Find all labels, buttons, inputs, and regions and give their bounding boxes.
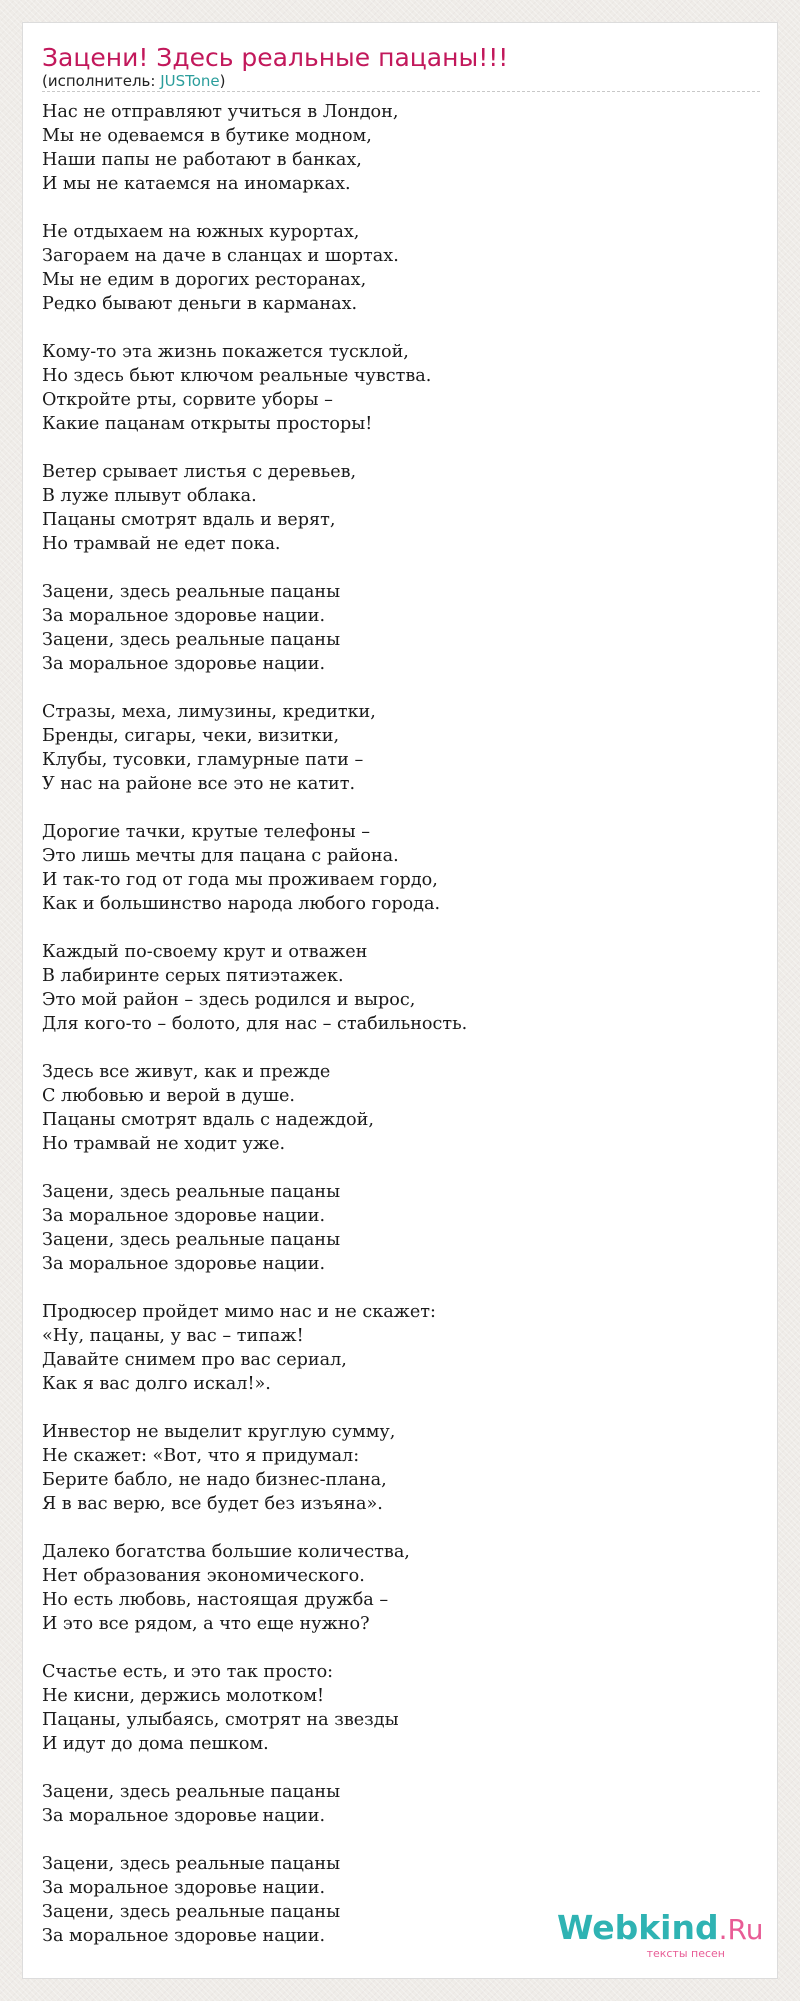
lyrics-stanza — [42, 1300, 760, 1396]
lyric-line: У нас на районе все это не катит. — [42, 774, 356, 794]
lyric-line: Зацени, здесь реальные пацаны — [42, 1230, 341, 1250]
title-divider — [42, 91, 760, 92]
logo-wordmark-part-a: Webkind — [557, 1908, 719, 1947]
lyric-line: Зацени, здесь реальные пацаны — [42, 1182, 341, 1202]
lyric-line: Но трамвай не едет пока. — [42, 534, 281, 554]
lyric-line: Но есть любовь, настоящая дружба – — [42, 1590, 389, 1610]
lyrics-stanza — [42, 700, 760, 796]
lyric-line: Здесь все живут, как и прежде — [42, 1062, 331, 1082]
lyric-line: Но трамвай не ходит уже. — [42, 1134, 286, 1154]
artist-prefix: (исполнитель: — [42, 72, 161, 90]
lyric-line: Пацаны смотрят вдаль с надеждой, — [42, 1110, 374, 1130]
lyrics-stanza — [42, 1420, 760, 1516]
lyric-line: Инвестор не выделит круглую сумму, — [42, 1422, 396, 1442]
lyric-line: Дорогие тачки, крутые телефоны – — [42, 822, 371, 842]
lyric-line: Загораем на даче в сланцах и шортах. — [42, 246, 399, 266]
logo-wordmark-part-b: .Ru — [718, 1913, 764, 1946]
lyric-line: Зацени, здесь реальные пацаны — [42, 630, 341, 650]
lyric-line: Я в вас верю, все будет без изъяна». — [42, 1494, 383, 1514]
lyric-line: За моральное здоровье нации. — [42, 1806, 326, 1826]
artist-line — [42, 71, 226, 91]
lyric-line: Как и большинство народа любого города. — [42, 894, 441, 914]
lyric-line: Зацени, здесь реальные пацаны — [42, 1854, 341, 1874]
lyric-line: И так-то год от года мы проживаем гордо, — [42, 870, 438, 890]
lyrics-card — [22, 22, 778, 1979]
lyric-line: Счастье есть, и это так просто: — [42, 1662, 334, 1682]
lyric-line: Мы не одеваемся в бутике модном, — [42, 126, 372, 146]
lyrics-stanza — [42, 220, 760, 316]
lyric-line: Нас не отправляют учиться в Лондон, — [42, 102, 399, 122]
lyric-line: Стразы, меха, лимузины, кредитки, — [42, 702, 376, 722]
webkind-logo[interactable] — [557, 1908, 764, 1960]
lyrics-stanza — [42, 340, 760, 436]
lyric-line: И идут до дома пешком. — [42, 1734, 269, 1754]
lyric-line: Ветер срывает листья с деревьев, — [42, 462, 357, 482]
artist-link[interactable]: JUSTone — [160, 72, 220, 90]
lyric-line: За моральное здоровье нации. — [42, 1254, 326, 1274]
lyrics-stanza — [42, 1060, 760, 1156]
lyric-line: За моральное здоровье нации. — [42, 1206, 326, 1226]
lyrics-stanza — [42, 1780, 760, 1828]
lyric-line: За моральное здоровье нации. — [42, 1878, 326, 1898]
lyric-line: Клубы, тусовки, гламурные пати – — [42, 750, 364, 770]
lyric-line: Продюсер пройдет мимо нас и не скажет: — [42, 1302, 436, 1322]
lyric-line: Нет образования экономического. — [42, 1566, 365, 1586]
lyric-line: Не кисни, держись молотком! — [42, 1686, 325, 1706]
lyric-line: Наши папы не работают в банках, — [42, 150, 362, 170]
lyric-line: Берите бабло, не надо бизнес-плана, — [42, 1470, 387, 1490]
lyrics-stanza — [42, 1180, 760, 1276]
lyric-line: Как я вас долго искал!». — [42, 1374, 271, 1394]
lyric-line: Для кого-то – болото, для нас – стабильность. — [42, 1014, 468, 1034]
lyric-line: Бренды, сигары, чеки, визитки, — [42, 726, 340, 746]
lyric-line: «Ну, пацаны, у вас – типаж! — [42, 1326, 304, 1346]
lyric-line: Но здесь бьют ключом реальные чувства. — [42, 366, 432, 386]
lyric-line: Кому-то эта жизнь покажется тусклой, — [42, 342, 409, 362]
lyric-line: За моральное здоровье нации. — [42, 654, 326, 674]
lyric-line: Каждый по-своему крут и отважен — [42, 942, 368, 962]
lyrics-stanza — [42, 940, 760, 1036]
lyric-line: С любовью и верой в душе. — [42, 1086, 295, 1106]
lyric-line: Пацаны смотрят вдаль и верят, — [42, 510, 336, 530]
lyric-line: Редко бывают деньги в карманах. — [42, 294, 358, 314]
lyric-line: В луже плывут облака. — [42, 486, 257, 506]
lyric-line: Пацаны, улыбаясь, смотрят на звезды — [42, 1710, 399, 1730]
lyric-line: Зацени, здесь реальные пацаны — [42, 582, 341, 602]
lyric-line: Какие пацанам открыты просторы! — [42, 414, 373, 434]
lyric-line: Это лишь мечты для пацана с района. — [42, 846, 399, 866]
lyric-line: Далеко богатства большие количества, — [42, 1542, 410, 1562]
lyrics-stanza — [42, 820, 760, 916]
lyrics-stanza — [42, 100, 760, 196]
lyrics-stanza — [42, 580, 760, 676]
lyric-line: Мы не едим в дорогих ресторанах, — [42, 270, 367, 290]
song-title: Зацени! Здесь реальные пацаны!!! — [42, 43, 509, 72]
lyric-line: И мы не катаемся на иномарках. — [42, 174, 351, 194]
lyric-line: В лабиринте серых пятиэтажек. — [42, 966, 344, 986]
lyric-line: Зацени, здесь реальные пацаны — [42, 1782, 341, 1802]
lyrics-stanza — [42, 1540, 760, 1636]
lyric-line: Зацени, здесь реальные пацаны — [42, 1902, 341, 1922]
lyric-line: Откройте рты, сорвите уборы – — [42, 390, 333, 410]
lyrics-stanza — [42, 1660, 760, 1756]
lyric-line: Давайте снимем про вас сериал, — [42, 1350, 347, 1370]
artist-suffix: ) — [219, 72, 226, 90]
lyric-line: Это мой район – здесь родился и вырос, — [42, 990, 416, 1010]
lyrics-body — [42, 100, 760, 1948]
logo-tagline: тексты песен — [646, 1947, 725, 1960]
lyrics-stanza — [42, 460, 760, 556]
lyric-line: За моральное здоровье нации. — [42, 606, 326, 626]
lyric-line: За моральное здоровье нации. — [42, 1926, 326, 1946]
lyric-line: Не скажет: «Вот, что я придумал: — [42, 1446, 360, 1466]
lyric-line: И это все рядом, а что еще нужно? — [42, 1614, 370, 1634]
logo-wordmark — [557, 1908, 764, 1948]
lyric-line: Не отдыхаем на южных курортах, — [42, 222, 360, 242]
